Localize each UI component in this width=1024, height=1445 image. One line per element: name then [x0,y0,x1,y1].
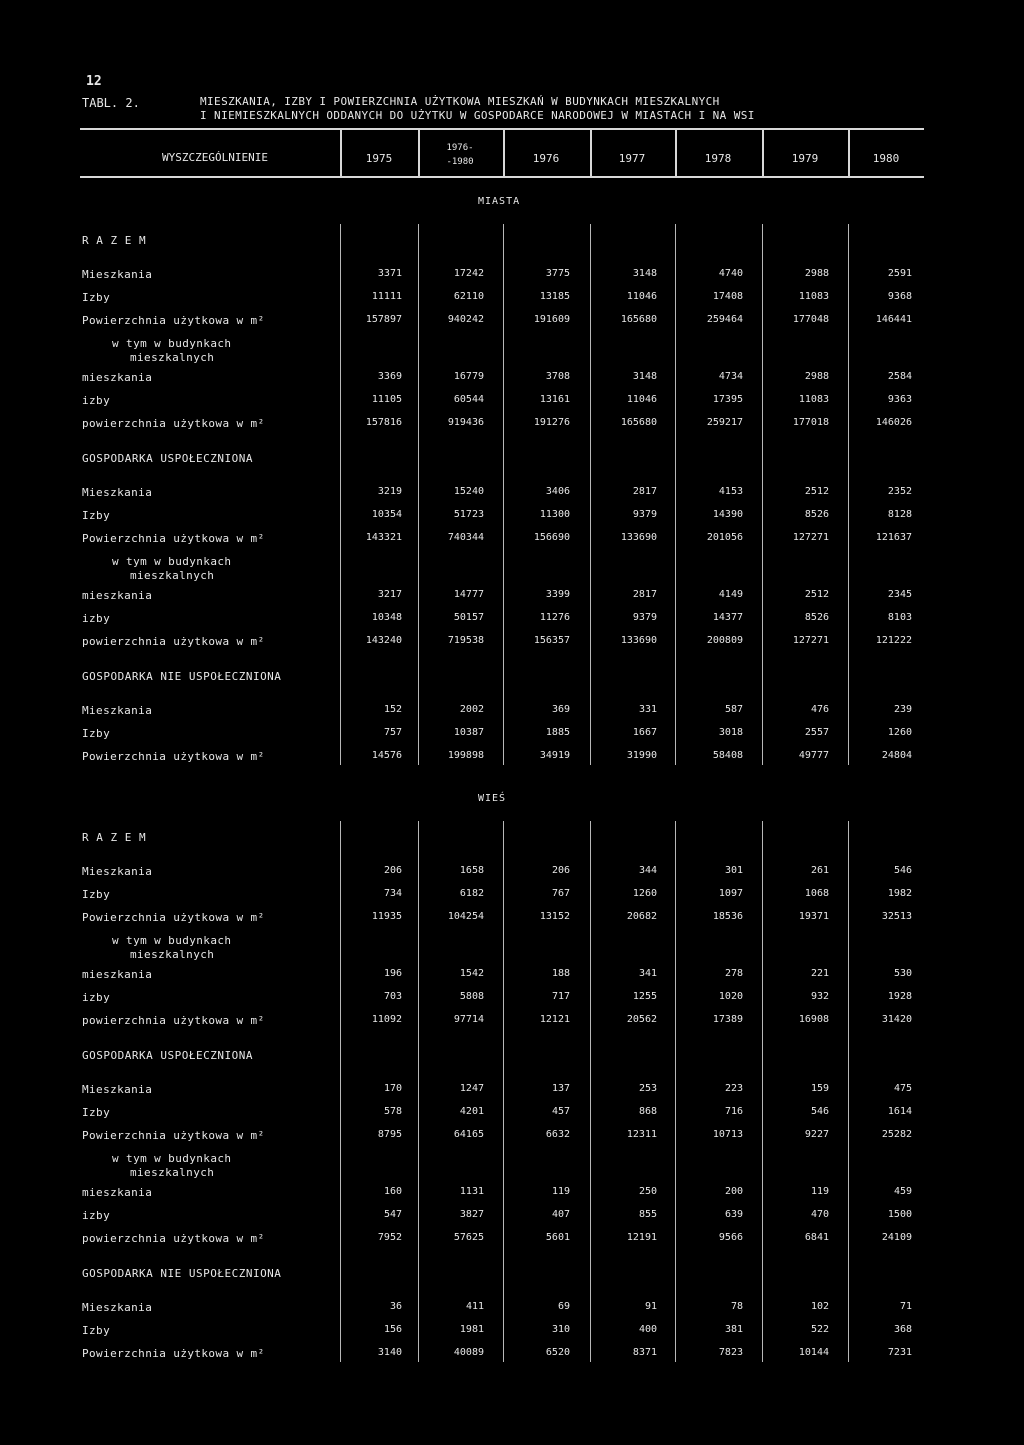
body-column-rule [590,821,591,1362]
row-label: Mieszkania [82,865,153,878]
table-cell: 261 [810,865,829,876]
table-cell: 2512 [804,486,829,497]
table-cell: 1260 [887,727,912,738]
table-cell: 71 [899,1301,912,1312]
table-cell: 196 [383,968,402,979]
table-cell: 157897 [365,314,402,325]
table-cell: 34919 [539,750,570,761]
table-cell: 1020 [718,991,743,1002]
table-cell: 13185 [539,291,570,302]
table-cell: 160 [383,1186,402,1197]
table-cell: 64165 [453,1129,484,1140]
table-cell: 201056 [706,532,743,543]
table-cell: 9379 [632,612,657,623]
table-cell: 719538 [447,635,484,646]
table-cell: 15240 [453,486,484,497]
table-cell: 119 [810,1186,829,1197]
table-cell: 11046 [626,291,657,302]
table-cell: 578 [383,1106,402,1117]
table-cell: 587 [724,704,743,715]
table-cell: 1068 [804,888,829,899]
body-column-rule [340,821,341,1362]
body-column-rule [418,821,419,1362]
table-cell: 703 [383,991,402,1002]
table-cell: 547 [383,1209,402,1220]
table-cell: 5601 [545,1232,570,1243]
table-cell: 1131 [459,1186,484,1197]
table-cell: 3219 [377,486,402,497]
table-cell: 344 [638,865,657,876]
table-cell: 470 [810,1209,829,1220]
table-cell: 10348 [371,612,402,623]
row-label: Mieszkania [82,1301,153,1314]
row-label: Mieszkania [82,1083,153,1096]
table-cell: 2988 [804,371,829,382]
table-cell: 223 [724,1083,743,1094]
table-cell: 855 [638,1209,657,1220]
table-cell: 206 [383,865,402,876]
table-cell: 7231 [887,1347,912,1358]
column-header-year: 1975 [365,152,393,165]
table-cell: 200 [724,1186,743,1197]
table-cell: 7823 [718,1347,743,1358]
header-column-rule [590,130,592,176]
table-cell: 1097 [718,888,743,899]
row-label: powierzchnia użytkowa w m² [82,635,265,648]
table-cell: 1542 [459,968,484,979]
table-cell: 3371 [377,268,402,279]
row-label: mieszkalnych [130,948,215,961]
row-label: w tym w budynkach [112,1152,232,1165]
table-cell: 1260 [632,888,657,899]
table-cell: 104254 [447,911,484,922]
table-cell: 17395 [712,394,743,405]
table-cell: 1885 [545,727,570,738]
table-cell: 16908 [798,1014,829,1025]
table-cell: 2352 [887,486,912,497]
table-cell: 2557 [804,727,829,738]
body-column-rule [503,224,504,765]
table-cell: 60544 [453,394,484,405]
table-cell: 157816 [365,417,402,428]
table-cell: 1981 [459,1324,484,1335]
row-label: powierzchnia użytkowa w m² [82,417,265,430]
table-cell: 9379 [632,509,657,520]
row-label: Izby [82,509,111,522]
table-cell: 3399 [545,589,570,600]
table-cell: 146441 [875,314,912,325]
table-cell: 6520 [545,1347,570,1358]
table-cell: 3708 [545,371,570,382]
table-cell: 7952 [377,1232,402,1243]
table-cell: 121637 [875,532,912,543]
row-label: mieszkania [82,968,153,981]
table-cell: 191609 [533,314,570,325]
table-cell: 341 [638,968,657,979]
row-label: izby [82,991,111,1004]
table-cell: 200809 [706,635,743,646]
table-cell: 17242 [453,268,484,279]
column-header-year: 1977 [618,152,646,165]
table-cell: 1982 [887,888,912,899]
table-cell: 20682 [626,911,657,922]
table-cell: 188 [551,968,570,979]
table-cell: 49777 [798,750,829,761]
row-label: w tym w budynkach [112,555,232,568]
table-cell: 69 [557,1301,570,1312]
table-cell: 13152 [539,911,570,922]
table-cell: 165680 [620,314,657,325]
table-cell: 2988 [804,268,829,279]
row-label: powierzchnia użytkowa w m² [82,1232,265,1245]
table-cell: 177018 [792,417,829,428]
table-cell: 18536 [712,911,743,922]
table-cell: 368 [893,1324,912,1335]
column-header-year: 1976- [446,143,474,153]
table-cell: 2512 [804,589,829,600]
table-cell: 127271 [792,635,829,646]
table-cell: 58408 [712,750,743,761]
table-cell: 11111 [371,291,402,302]
table-cell: 457 [551,1106,570,1117]
table-cell: 11083 [798,394,829,405]
table-cell: 932 [810,991,829,1002]
row-label: izby [82,394,111,407]
body-column-rule [590,224,591,765]
body-column-rule [762,821,763,1362]
table-cell: 4201 [459,1106,484,1117]
table-cell: 259464 [706,314,743,325]
table-cell: 12191 [626,1232,657,1243]
table-cell: 152 [383,704,402,715]
table-cell: 165680 [620,417,657,428]
table-cell: 2591 [887,268,912,279]
table-cell: 102 [810,1301,829,1312]
table-cell: 475 [893,1083,912,1094]
table-cell: 459 [893,1186,912,1197]
table-cell: 159 [810,1083,829,1094]
row-label: Powierzchnia użytkowa w m² [82,911,265,924]
header-column-rule [848,130,850,176]
table-cell: 259217 [706,417,743,428]
table-cell: 8526 [804,612,829,623]
table-cell: 278 [724,968,743,979]
table-cell: 8103 [887,612,912,623]
row-label: Powierzchnia użytkowa w m² [82,750,265,763]
table-cell: 3148 [632,371,657,382]
table-cell: 9368 [887,291,912,302]
table-cell: 32513 [881,911,912,922]
row-label: mieszkania [82,589,153,602]
row-label: Mieszkania [82,704,153,717]
table-cell: 5808 [459,991,484,1002]
table-cell: 16779 [453,371,484,382]
table-cell: 221 [810,968,829,979]
table-cell: 206 [551,865,570,876]
table-cell: 31990 [626,750,657,761]
table-cell: 36 [389,1301,402,1312]
table-cell: 137 [551,1083,570,1094]
table-cell: 1658 [459,865,484,876]
table-cell: 57625 [453,1232,484,1243]
row-label: Izby [82,727,111,740]
table-cell: 11083 [798,291,829,302]
row-label: powierzchnia użytkowa w m² [82,1014,265,1027]
body-column-rule [503,821,504,1362]
header-top-rule [80,128,924,130]
table-cell: 310 [551,1324,570,1335]
table-cell: 8128 [887,509,912,520]
table-cell: 4740 [718,268,743,279]
page-number: 12 [86,74,102,89]
table-cell: 11935 [371,911,402,922]
table-cell: 17408 [712,291,743,302]
table-cell: 546 [810,1106,829,1117]
column-header-year: 1979 [791,152,819,165]
table-cell: 2002 [459,704,484,715]
table-cell: 9363 [887,394,912,405]
table-cell: 757 [383,727,402,738]
group-title: R A Z E M [82,831,147,844]
table-cell: 3018 [718,727,743,738]
table-cell: 12311 [626,1129,657,1140]
row-label: Mieszkania [82,486,153,499]
table-cell: 133690 [620,532,657,543]
table-cell: 191276 [533,417,570,428]
section-title: MIASTA [478,196,521,207]
table-cell: 25282 [881,1129,912,1140]
row-label: Powierzchnia użytkowa w m² [82,314,265,327]
table-cell: 4734 [718,371,743,382]
table-cell: 400 [638,1324,657,1335]
table-cell: 940242 [447,314,484,325]
table-cell: 4149 [718,589,743,600]
table-cell: 3140 [377,1347,402,1358]
table-cell: 3148 [632,268,657,279]
table-cell: 1247 [459,1083,484,1094]
table-cell: 143321 [365,532,402,543]
row-label: Izby [82,888,111,901]
header-column-rule [762,130,764,176]
group-title: R A Z E M [82,234,147,247]
table-cell: 121222 [875,635,912,646]
column-header-year: 1978 [704,152,732,165]
header-bottom-rule [80,176,924,178]
table-cell: 11092 [371,1014,402,1025]
table-cell: 31420 [881,1014,912,1025]
table-cell: 301 [724,865,743,876]
table-cell: 716 [724,1106,743,1117]
table-cell: 19371 [798,911,829,922]
table-cell: 11046 [626,394,657,405]
table-cell: 156357 [533,635,570,646]
table-cell: 51723 [453,509,484,520]
table-cell: 10354 [371,509,402,520]
table-cell: 717 [551,991,570,1002]
table-cell: 11276 [539,612,570,623]
table-cell: 177048 [792,314,829,325]
table-cell: 6182 [459,888,484,899]
column-header-spec: WYSZCZEGÓLNIENIE [162,151,268,164]
table-cell: 62110 [453,291,484,302]
table-cell: 14777 [453,589,484,600]
table-cell: 476 [810,704,829,715]
table-cell: 381 [724,1324,743,1335]
row-label: Izby [82,1106,111,1119]
row-label: Powierzchnia użytkowa w m² [82,1347,265,1360]
table-cell: 522 [810,1324,829,1335]
header-column-rule [340,130,342,176]
header-column-rule [503,130,505,176]
table-title-line-2: I NIEMIESZKALNYCH ODDANYCH DO UŻYTKU W GOSPODARCE NARODOWEJ W MIASTACH I NA WSI [200,109,755,122]
table-cell: 4153 [718,486,743,497]
row-label: w tym w budynkach [112,337,232,350]
row-label: mieszkania [82,1186,153,1199]
table-cell: 407 [551,1209,570,1220]
table-cell: 199898 [447,750,484,761]
table-cell: 170 [383,1083,402,1094]
table-cell: 767 [551,888,570,899]
table-cell: 156 [383,1324,402,1335]
row-label: Mieszkania [82,268,153,281]
table-cell: 14390 [712,509,743,520]
table-title-line-1: MIESZKANIA, IZBY I POWIERZCHNIA UŻYTKOWA MIESZKAŃ W BUDYNKACH MIESZKALNYCH [200,95,720,108]
row-label: izby [82,1209,111,1222]
body-column-rule [762,224,763,765]
table-cell: 17389 [712,1014,743,1025]
table-cell: 13161 [539,394,570,405]
table-cell: 40089 [453,1347,484,1358]
row-label: Izby [82,291,111,304]
table-cell: 24804 [881,750,912,761]
body-column-rule [675,224,676,765]
table-cell: 546 [893,865,912,876]
body-column-rule [418,224,419,765]
row-label: mieszkalnych [130,351,215,364]
table-cell: 411 [465,1301,484,1312]
table-cell: 331 [638,704,657,715]
table-cell: 1255 [632,991,657,1002]
table-cell: 14576 [371,750,402,761]
table-cell: 11105 [371,394,402,405]
column-header-year: -1980 [446,157,474,167]
table-cell: 1928 [887,991,912,1002]
table-cell: 3406 [545,486,570,497]
table-cell: 2817 [632,486,657,497]
table-cell: 9566 [718,1232,743,1243]
row-label: mieszkalnych [130,1166,215,1179]
body-column-rule [848,224,849,765]
body-column-rule [340,224,341,765]
header-column-rule [675,130,677,176]
table-cell: 133690 [620,635,657,646]
table-cell: 156690 [533,532,570,543]
table-cell: 3369 [377,371,402,382]
table-cell: 20562 [626,1014,657,1025]
table-cell: 97714 [453,1014,484,1025]
table-cell: 250 [638,1186,657,1197]
table-cell: 239 [893,704,912,715]
table-label: TABL. 2. [82,96,140,110]
table-cell: 2345 [887,589,912,600]
row-label: mieszkalnych [130,569,215,582]
table-cell: 8526 [804,509,829,520]
table-cell: 1500 [887,1209,912,1220]
table-cell: 8795 [377,1129,402,1140]
table-cell: 369 [551,704,570,715]
table-cell: 78 [730,1301,743,1312]
table-cell: 10387 [453,727,484,738]
table-cell: 734 [383,888,402,899]
table-cell: 50157 [453,612,484,623]
table-cell: 639 [724,1209,743,1220]
group-title: GOSPODARKA NIE USPOŁECZNIONA [82,670,282,683]
table-cell: 24109 [881,1232,912,1243]
table-cell: 3217 [377,589,402,600]
table-cell: 3775 [545,268,570,279]
table-cell: 119 [551,1186,570,1197]
table-cell: 8371 [632,1347,657,1358]
column-header-year: 1976 [532,152,560,165]
table-cell: 2584 [887,371,912,382]
table-cell: 11300 [539,509,570,520]
table-cell: 146026 [875,417,912,428]
table-cell: 10713 [712,1129,743,1140]
table-cell: 3827 [459,1209,484,1220]
body-column-rule [675,821,676,1362]
group-title: GOSPODARKA USPOŁECZNIONA [82,1049,253,1062]
column-header-year: 1980 [872,152,900,165]
table-cell: 127271 [792,532,829,543]
table-cell: 919436 [447,417,484,428]
table-cell: 14377 [712,612,743,623]
row-label: mieszkania [82,371,153,384]
row-label: Izby [82,1324,111,1337]
header-column-rule [418,130,420,176]
table-cell: 6841 [804,1232,829,1243]
table-cell: 1667 [632,727,657,738]
row-label: w tym w budynkach [112,934,232,947]
table-cell: 868 [638,1106,657,1117]
row-label: Powierzchnia użytkowa w m² [82,1129,265,1142]
table-cell: 2817 [632,589,657,600]
group-title: GOSPODARKA NIE USPOŁECZNIONA [82,1267,282,1280]
table-cell: 91 [644,1301,657,1312]
table-cell: 12121 [539,1014,570,1025]
section-title: WIEŚ [478,793,507,804]
table-cell: 530 [893,968,912,979]
group-title: GOSPODARKA USPOŁECZNIONA [82,452,253,465]
table-cell: 1614 [887,1106,912,1117]
table-cell: 10144 [798,1347,829,1358]
table-cell: 6632 [545,1129,570,1140]
table-cell: 143240 [365,635,402,646]
row-label: Powierzchnia użytkowa w m² [82,532,265,545]
body-column-rule [848,821,849,1362]
table-cell: 740344 [447,532,484,543]
row-label: izby [82,612,111,625]
table-cell: 253 [638,1083,657,1094]
table-cell: 9227 [804,1129,829,1140]
